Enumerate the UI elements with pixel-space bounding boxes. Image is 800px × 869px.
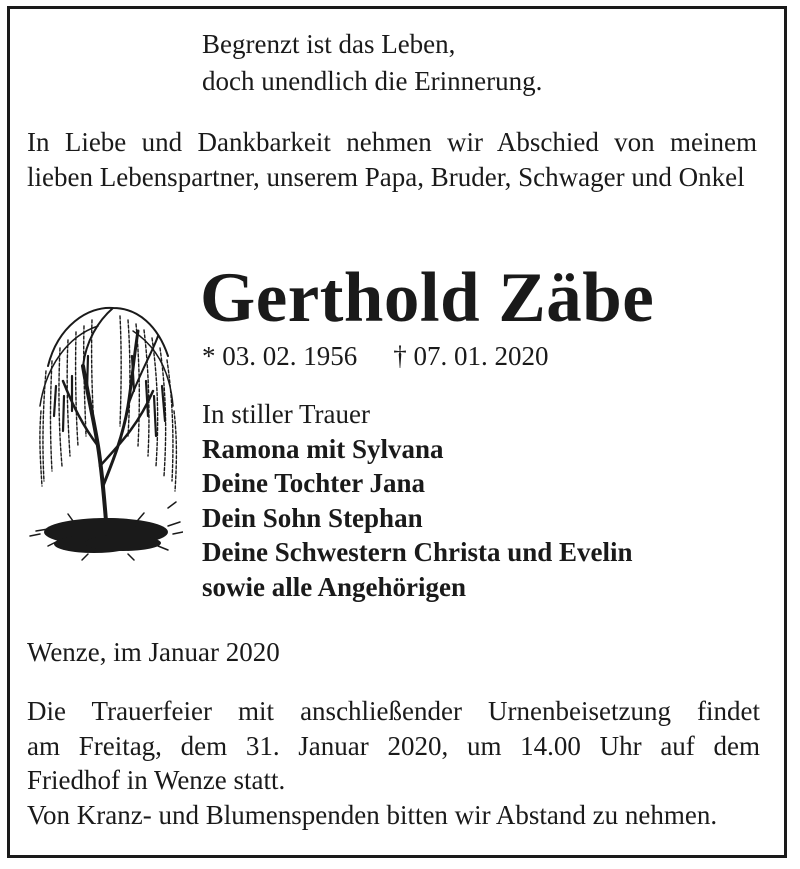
deceased-name: Gerthold Zäbe [200, 259, 655, 337]
weeping-willow-icon [28, 296, 183, 566]
funeral-service-info [27, 694, 760, 832]
life-dates [202, 338, 549, 374]
mourner-name: Dein Sohn Stephan [202, 502, 423, 533]
service-line-1: Die Trauerfeier mit anschließender Urnenbeisetzung findet [27, 696, 760, 726]
quote-line-2: doch unendlich die Erinnerung. [202, 66, 543, 96]
service-line-3: Friedhof in Wenze statt. [27, 765, 286, 795]
death-date: † 07. 01. 2020 [393, 341, 549, 371]
memorial-quote [202, 26, 542, 100]
mourner-name: Deine Schwestern Christa und Evelin [202, 537, 633, 567]
mourner-name: Ramona mit Sylvana [202, 433, 444, 464]
birth-date: * 03. 02. 1956 [202, 341, 358, 371]
mourner-name: Deine Tochter Jana [202, 468, 426, 498]
service-line-4: Von Kranz- und Blumenspenden bitten wir Abstand zu nehmen. [27, 799, 718, 830]
mourning-heading: In stiller Trauer [202, 399, 370, 429]
mourners-list [202, 397, 633, 604]
intro-text: In Liebe und Dankbarkeit nehmen wir Abschied von meinem lieben Lebenspartner, unserem Papa, Bruder, Schwager und Onkel [27, 127, 757, 192]
service-line-2: am Freitag, dem 31. Januar 2020, um 14.00 Uhr auf dem [27, 730, 760, 761]
mourner-name: sowie alle Angehörigen [202, 571, 466, 602]
quote-line-1: Begrenzt ist das Leben, [202, 29, 456, 59]
place-and-date: Wenze, im Januar 2020 [27, 637, 280, 667]
